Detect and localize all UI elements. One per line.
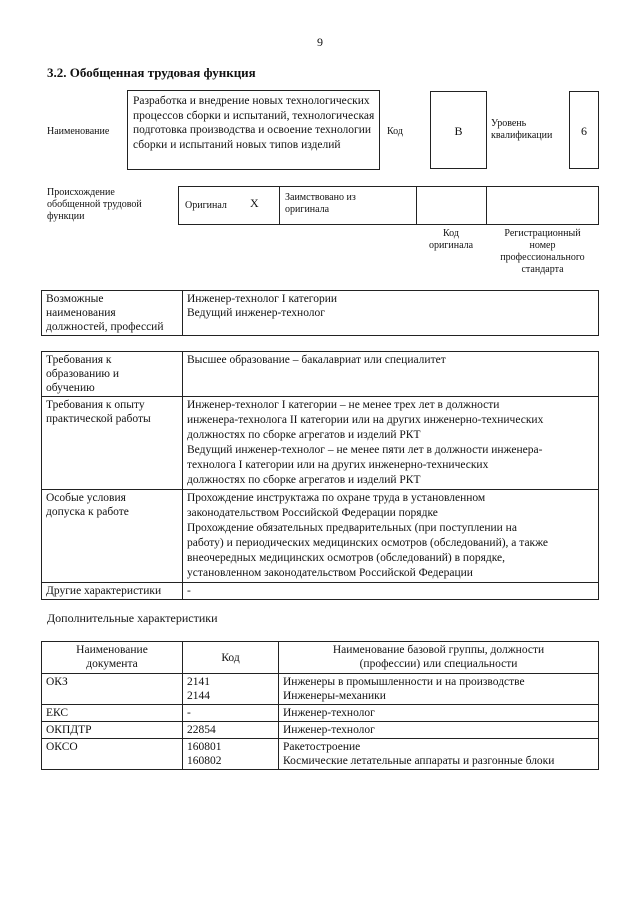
positions-table: [41, 290, 599, 336]
requirement-label: Требования к опыту практической работы: [42, 397, 183, 490]
additional-table-header: [42, 642, 599, 674]
requirement-label: Требования к образованию и обучению: [42, 352, 183, 397]
table-row: [42, 739, 599, 770]
origin-label-line-1: Происхождение: [47, 187, 115, 198]
borrowed-label-line-2: оригинала: [285, 204, 330, 215]
row-doc: ЕКС: [42, 705, 183, 722]
header-name: Наименование базовой группы, должности (профессии) или специальности: [279, 642, 599, 674]
row-names: Инженер-технолог: [279, 705, 599, 722]
row-doc: ОКСО: [42, 739, 183, 770]
row-codes: 22854: [183, 722, 279, 739]
table-row: [42, 674, 599, 705]
row-codes: -: [183, 705, 279, 722]
requirement-label: Особые условия допуска к работе: [42, 490, 183, 583]
requirement-row-experience: [42, 397, 599, 490]
header-code: Код: [183, 642, 279, 674]
row-codes: 160801 160802: [183, 739, 279, 770]
position-item: Инженер-технолог I категории: [187, 293, 338, 305]
original-label: Оригинал: [185, 200, 227, 211]
caption-reg-line-1: Регистрационный: [504, 228, 581, 239]
table-row: [42, 705, 599, 722]
requirement-value: Высшее образование – бакалавриат или специалитет: [183, 352, 599, 397]
additional-title: Дополнительные характеристики: [47, 611, 218, 625]
caption-reg-line-3: профессионального: [500, 252, 585, 263]
code-value: B: [454, 124, 463, 138]
caption-code-line-1: Код: [443, 228, 459, 239]
requirement-label: Другие характеристики: [42, 583, 183, 600]
requirement-value: Инженер-технолог I категории – не менее трех лет в должности инженера-технолога II категории или на других инженерно-технических должностях по сборке агрегатов и изделий РКТ Ведущий инженер-технолог – не менее пяти лет в должности инженера- технолога I категории или на других инженерно-технических должностях по сборке агрегатов и изделий РКТ: [183, 397, 599, 490]
caption-code-line-2: оригинала: [428, 240, 474, 251]
origin-table: [178, 186, 599, 225]
row-names: Ракетостроение Космические летательные аппараты и разгонные блоки: [279, 739, 599, 770]
page-number: 9: [317, 35, 323, 49]
origin-label-line-2: обобщенной трудовой: [47, 199, 142, 210]
borrowed-label-line-1: Заимствовано из: [285, 192, 356, 203]
requirement-value: Прохождение инструктажа по охране труда в установленном законодательством Российской Федерации порядке Прохождение обязательных предварительных (при поступлении на работу) и периодических медицинских осмотров (обследований), а также внеочередных медицинских осмотров (обследований) в порядке, установленном законодательством Российской Федерации: [183, 490, 599, 583]
caption-reg-line-4: стандарта: [521, 264, 564, 275]
row-names: Инженер-технолог: [279, 722, 599, 739]
requirements-table: [41, 351, 599, 600]
level-value-box: [569, 91, 599, 169]
positions-label: Возможные наименования должностей, профессий: [42, 291, 183, 336]
table-row: [42, 722, 599, 739]
row-codes: 2141 2144: [183, 674, 279, 705]
name-label: Наименование: [47, 126, 110, 137]
code-label: Код: [387, 126, 403, 137]
row-doc: ОКПДТР: [42, 722, 183, 739]
requirement-value: -: [183, 583, 599, 600]
requirement-row-other: [42, 583, 599, 600]
code-value-box: [430, 91, 487, 169]
origin-label-line-3: функции: [47, 211, 85, 222]
requirement-row-special-conditions: [42, 490, 599, 583]
section-title: 3.2. Обобщенная трудовая функция: [47, 65, 256, 80]
level-label-line-2: квалификации: [491, 130, 553, 141]
original-mark: X: [250, 196, 259, 210]
positions-values: [183, 291, 599, 336]
name-value-box: [127, 90, 380, 170]
additional-table: [41, 641, 599, 770]
caption-reg-line-2: номер: [529, 240, 556, 251]
row-doc: ОКЗ: [42, 674, 183, 705]
position-item: Ведущий инженер-технолог: [187, 307, 325, 319]
level-value: 6: [581, 124, 587, 138]
requirement-row-education: [42, 352, 599, 397]
name-value: Разработка и внедрение новых технологических процессов сборки и испытаний, технологическая подготовка производства и освоение технологии сборки и испытаний новых типов изделий: [133, 95, 375, 151]
level-label-line-1: Уровень: [491, 118, 527, 129]
row-names: Инженеры в промышленности и на производстве Инженеры-механики: [279, 674, 599, 705]
header-doc: Наименование документа: [42, 642, 183, 674]
